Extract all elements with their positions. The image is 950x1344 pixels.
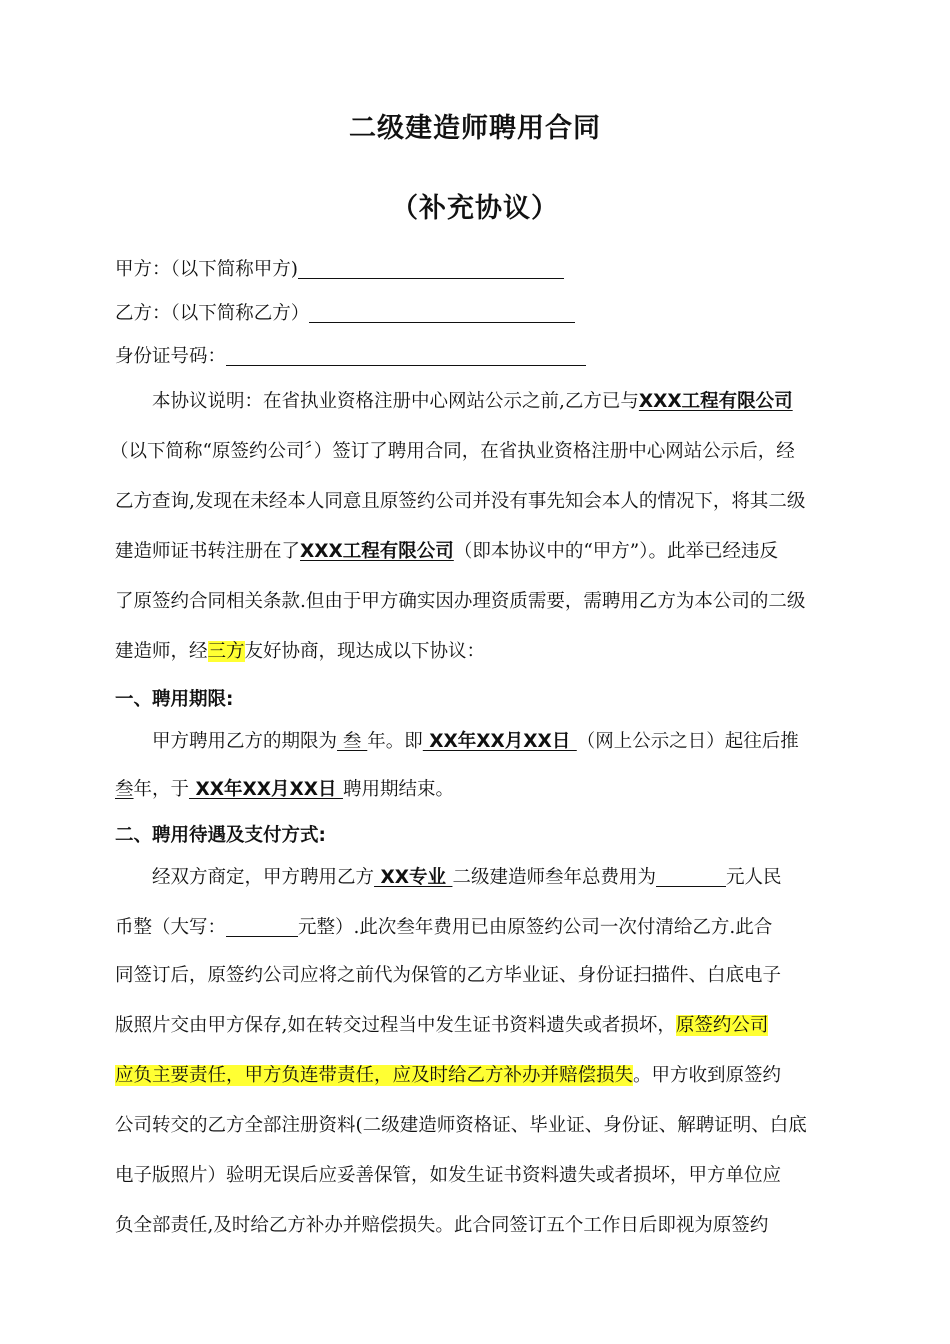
intro-text: 建造师证书转注册在了 <box>115 541 301 562</box>
party-b-blank <box>309 302 575 323</box>
section-2-line-7: 电子版照片）验明无误后应妥善保管，如发生证书资料遗失或者损坏，甲方单位应 <box>115 1165 782 1186</box>
id-number-line <box>115 343 586 371</box>
section-2-line-5 <box>115 1062 781 1090</box>
intro-line-4 <box>115 538 778 566</box>
id-number-blank <box>226 345 586 366</box>
s2-text: 。甲方收到原签约 <box>633 1065 782 1086</box>
intro-line-3: 乙方查询,发现在未经本人同意且原签约公司并没有事先知会本人的情况下，将其二级 <box>115 491 806 512</box>
intro-text: （即本协议中的“甲方”）。此举已经违反 <box>453 541 778 562</box>
party-a-blank <box>298 258 564 279</box>
intro-text: 友好协商，现达成以下协议： <box>244 641 486 662</box>
section-1-line-1 <box>152 728 799 756</box>
party-a-line <box>115 256 564 284</box>
id-number-label: 身份证号码： <box>115 346 227 367</box>
section-2-line-8: 负全部责任,及时给乙方补办并赔偿损失。此合同签订五个工作日后即视为原签约 <box>115 1215 769 1236</box>
highlight-liability-1: 原签约公司 <box>675 1015 769 1036</box>
document-subtitle: （补充协议） <box>391 193 559 224</box>
original-company: XXX工程有限公司 <box>638 391 793 412</box>
start-date: XX年XX月XX日 <box>422 731 577 752</box>
section-2-line-3: 同签订后，原签约公司应将之前代为保管的乙方毕业证、身份证扫描件、白底电子 <box>115 965 782 986</box>
s1-text: 聘用期结束。 <box>343 779 455 800</box>
intro-line-1 <box>152 388 793 416</box>
intro-line-5: 了原签约合同相关条款.但由于甲方确实因办理资质需要，需聘用乙方为本公司的二级 <box>115 591 806 612</box>
intro-text: 建造师，经 <box>115 641 208 662</box>
total-fee-blank <box>656 866 726 887</box>
major-field: XX专业 <box>374 867 453 888</box>
new-company: XXX工程有限公司 <box>300 541 454 562</box>
s1-text: 甲方聘用乙方的期限为 <box>152 731 338 752</box>
section-2-line-4 <box>115 1012 768 1040</box>
s2-text: 元人民 <box>725 867 782 888</box>
intro-text: 本协议说明：在省执业资格注册中心网站公示之前,乙方已与 <box>152 391 639 412</box>
s1-text: （网上公示之日）起往后推 <box>576 731 799 752</box>
section-2-heading: 二、聘用待遇及支付方式: <box>115 825 326 846</box>
intro-line-2: （以下简称“原签约公司〞）签订了聘用合同，在省执业资格注册中心网站公示后，经 <box>110 441 795 462</box>
document-title: 二级建造师聘用合同 <box>349 113 601 144</box>
section-2-line-1 <box>152 864 781 892</box>
s1-text: 年，于 <box>133 779 190 800</box>
highlight-liability-2: 应负主要责任，甲方负连带责任，应及时给乙方补办并赔偿损失 <box>115 1065 634 1086</box>
fee-capital-blank <box>226 916 298 937</box>
intro-line-6 <box>115 638 485 666</box>
section-2-line-2 <box>115 914 772 942</box>
term-years-2: 叁 <box>115 779 134 800</box>
party-a-label: 甲方：（以下简称甲方) <box>115 259 298 280</box>
highlight-three-parties: 三方 <box>207 641 245 662</box>
section-1-line-2 <box>115 776 454 804</box>
end-date: XX年XX月XX日 <box>189 779 343 800</box>
party-b-label: 乙方：（以下简称乙方） <box>115 303 310 324</box>
s2-text: 经双方商定，甲方聘用乙方 <box>152 867 375 888</box>
s2-text: 版照片交由甲方保存,如在转交过程当中发生证书资料遗失或者损坏， <box>115 1015 676 1036</box>
s2-text: 币整（大写： <box>115 917 227 938</box>
party-b-line <box>115 300 575 328</box>
s2-text: 二级建造师叁年总费用为 <box>452 867 656 888</box>
s1-text: 年。即 <box>367 731 423 752</box>
section-1-heading: 一、聘用期限: <box>115 689 234 710</box>
section-2-line-6: 公司转交的乙方全部注册资料(二级建造师资格证、毕业证、身份证、解聘证明、白底 <box>115 1115 807 1136</box>
s2-text: 元整）.此次叁年费用已由原签约公司一次付清给乙方.此合 <box>298 917 773 938</box>
term-years: 叁 <box>337 731 368 752</box>
